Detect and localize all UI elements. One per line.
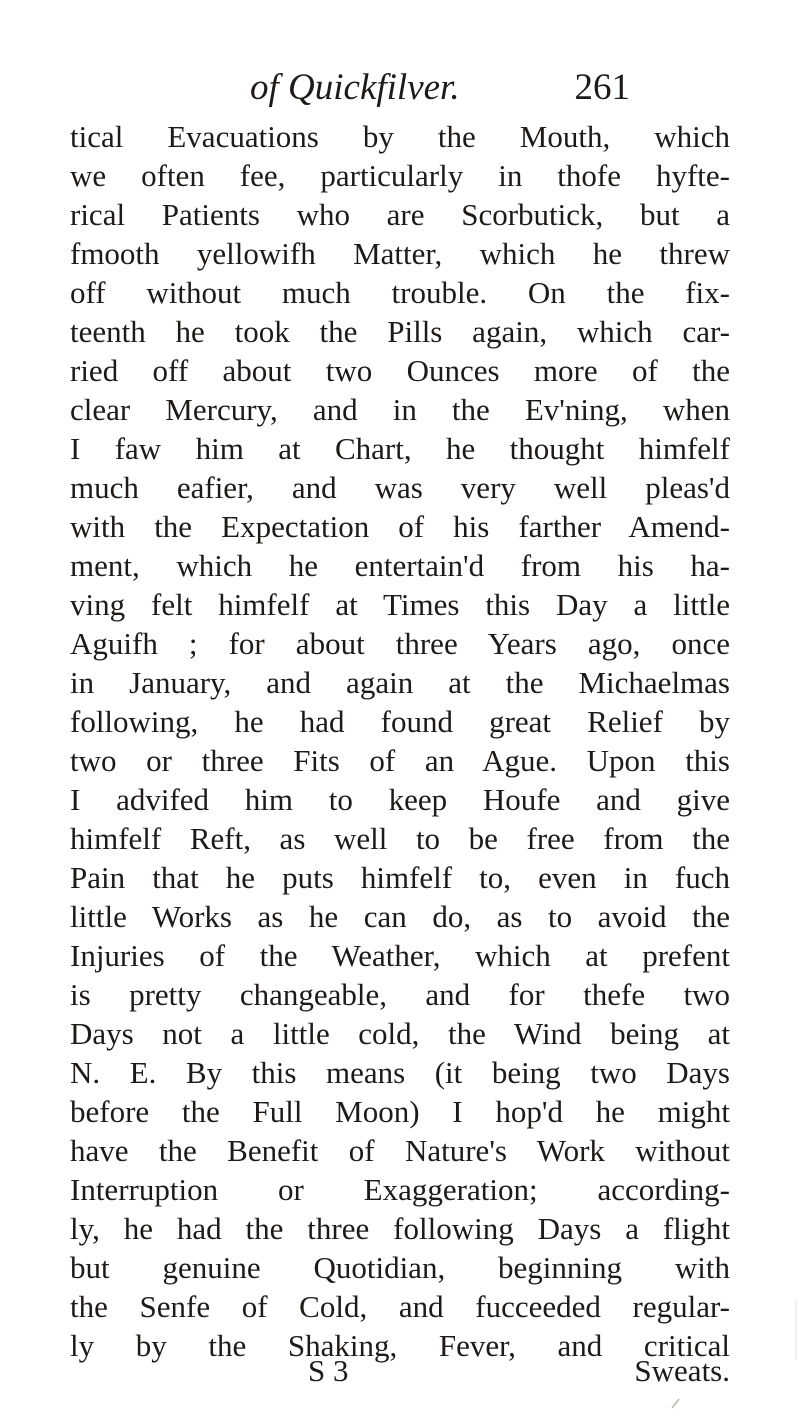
text-line: the Senfe of Cold, and fucceeded regular- bbox=[70, 1289, 730, 1324]
text-line: I advifed him to keep Houfe and give bbox=[70, 782, 730, 817]
paper-mark bbox=[672, 1399, 679, 1408]
text-line: fmooth yellowifh Matter, which he threw bbox=[70, 236, 730, 271]
text-line: Interruption or Exaggeration; according- bbox=[70, 1172, 730, 1207]
text-line: rical Patients who are Scorbutick, but a bbox=[70, 197, 730, 232]
text-line: much eafier, and was very well pleas'd bbox=[70, 470, 730, 505]
page-footer bbox=[70, 1351, 730, 1390]
text-line: is pretty changeable, and for thefe two bbox=[70, 977, 730, 1012]
text-line: Pain that he puts himfelf to, even in fuch bbox=[70, 860, 730, 895]
signature-mark: S 3 bbox=[308, 1353, 349, 1388]
text-line: Days not a little cold, the Wind being at bbox=[70, 1016, 730, 1051]
catchword: Sweats. bbox=[634, 1353, 730, 1388]
text-line: but genuine Quotidian, beginning with bbox=[70, 1250, 730, 1285]
text-line: ried off about two Ounces more of the bbox=[70, 353, 730, 388]
text-line: ly, he had the three following Days a flight bbox=[70, 1211, 730, 1246]
text-line: two or three Fits of an Ague. Upon this bbox=[70, 743, 730, 778]
text-line: before the Full Moon) I hop'd he might bbox=[70, 1094, 730, 1129]
body-text bbox=[70, 117, 730, 1365]
text-line: clear Mercury, and in the Ev'ning, when bbox=[70, 392, 730, 427]
text-line: himfelf Reft, as well to be free from the bbox=[70, 821, 730, 856]
text-line: little Works as he can do, as to avoid the bbox=[70, 899, 730, 934]
text-line: off without much trouble. On the fix- bbox=[70, 275, 730, 310]
text-line: tical Evacuations by the Mouth, which bbox=[70, 119, 730, 154]
page-number: 261 bbox=[574, 67, 630, 108]
text-line: ving felt himfelf at Times this Day a little bbox=[70, 587, 730, 622]
text-line: I faw him at Chart, he thought himfelf bbox=[70, 431, 730, 466]
text-line: teenth he took the Pills again, which car- bbox=[70, 314, 730, 349]
running-title: of Quickfilver. bbox=[250, 67, 460, 108]
text-line: in January, and again at the Michaelmas bbox=[70, 665, 730, 700]
text-line: Injuries of the Weather, which at prefent bbox=[70, 938, 730, 973]
running-head bbox=[250, 66, 630, 110]
text-line: following, he had found great Relief by bbox=[70, 704, 730, 739]
text-line: ly by the Shaking, Fever, and critical bbox=[70, 1328, 730, 1363]
text-line: have the Benefit of Nature's Work without bbox=[70, 1133, 730, 1168]
text-line: with the Expectation of his farther Amend- bbox=[70, 509, 730, 544]
text-line: N. E. By this means (it being two Days bbox=[70, 1055, 730, 1090]
text-line: Aguifh ; for about three Years ago, once bbox=[70, 626, 730, 661]
text-line: ment, which he entertain'd from his ha- bbox=[70, 548, 730, 583]
text-line: we often fee, particularly in thofe hyfte- bbox=[70, 158, 730, 193]
